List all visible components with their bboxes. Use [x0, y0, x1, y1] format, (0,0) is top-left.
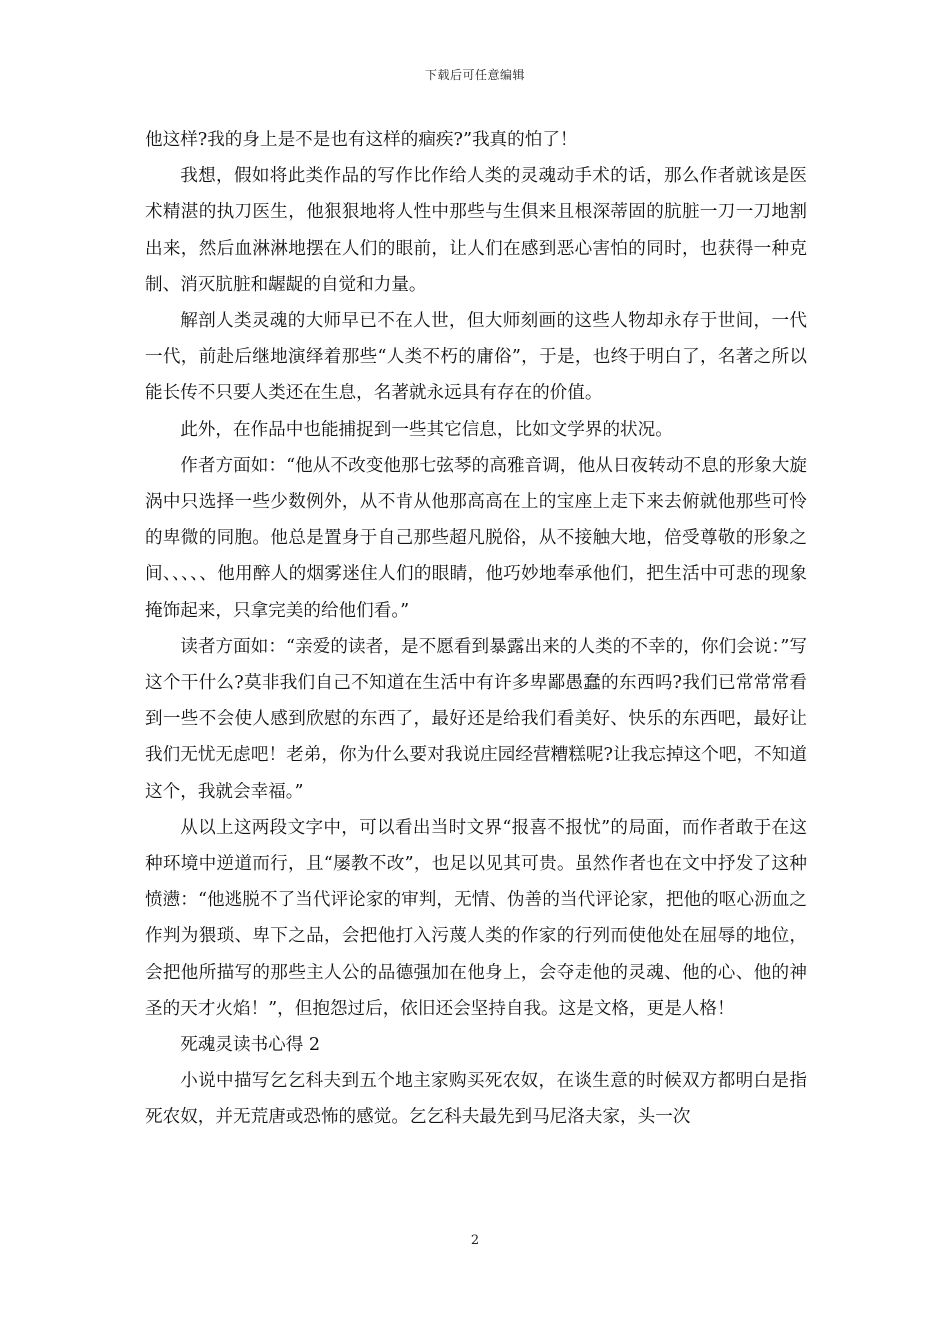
paragraph: 作者方面如：“他从不改变他那七弦琴的高雅音调，他从日夜转动不息的形象大旋涡中只选择一些少数例外，从不肯从他那高高在上的宝座上走下来去俯就他那些可怜的卑微的同胞。他总是置身于自己那些超凡脱俗，从不接触大地，倍受尊敬的形象之间、、、、、他用醉人的烟雾迷住人们的眼睛，他巧妙地奉承他们，把生活中可悲的现象掩饰起来，只拿完美的给他们看。”: [145, 455, 807, 621]
paragraph: 读者方面如：“亲爱的读者，是不愿看到暴露出来的人类的不幸的，你们会说：”写这个干什么?莫非我们自己不知道在生活中有许多卑鄙愚蠢的东西吗?我们已常常常看到一些不会使人感到欣慰的东西了，最好还是给我们看美好、快乐的东西吧，最好让我们无忧无虑吧！老弟，你为什么要对我说庄园经营糟糕呢?让我忘掉这个吧，不知道这个，我就会幸福。”: [145, 636, 807, 802]
paragraph: 此外，在作品中也能捕捉到一些其它信息，比如文学界的状况。: [180, 419, 673, 440]
paragraph: 解剖人类灵魂的大师早已不在人世，但大师刻画的这些人物却永存于世间，一代一代，前赴后继地演绎着那些“人类不朽的庸俗”，于是，也终于明白了，名著之所以能长传不只要人类还在生息，名著就永远具有存在的价值。: [145, 311, 807, 404]
page-header: 下载后可任意编辑: [424, 68, 525, 82]
paragraph: 小说中描写乞乞科夫到五个地主家购买死农奴，在谈生意的时候双方都明白是指死农奴，并无荒唐或恐怖的感觉。乞乞科夫最先到马尼洛夫家，头一次: [145, 1071, 807, 1128]
section-heading: 死魂灵读书心得 2: [180, 1035, 321, 1056]
paragraph: 我想，假如将此类作品的写作比作给人类的灵魂动手术的话，那么作者就该是医术精湛的执刀医生，他狠狠地将人性中那些与生俱来且根深蒂固的肮脏一刀一刀地割出来，然后血淋淋地摆在人们的眼前，让人们在感到恶心害怕的同时，也获得一种克制、消灭肮脏和龌龊的自觉和力量。: [145, 166, 807, 295]
paragraph-continuation: 他这样?我的身上是不是也有这样的痼疾?”我真的怕了！: [145, 130, 578, 150]
document-body: [145, 122, 807, 1136]
paragraph: 从以上这两段文字中，可以看出当时文界“报喜不报忧”的局面，而作者敢于在这种环境中逆道而行，且“屡教不改”，也足以见其可贵。虽然作者也在文中抒发了这种愤懑：“他逃脱不了当代评论家的审判，无情、伪善的当代评论家，把他的呕心沥血之作判为猥琐、卑下之品，会把他打入污蔑人类的作家的行列而使他处在屈辱的地位，会把他所描写的那些主人公的品德强加在他身上，会夺走他的灵魂、他的心、他的神圣的天才火焰！”，但抱怨过后，依旧还会坚持自我。这是文格，更是人格！: [145, 817, 807, 1019]
page-number: 2: [470, 1233, 480, 1248]
